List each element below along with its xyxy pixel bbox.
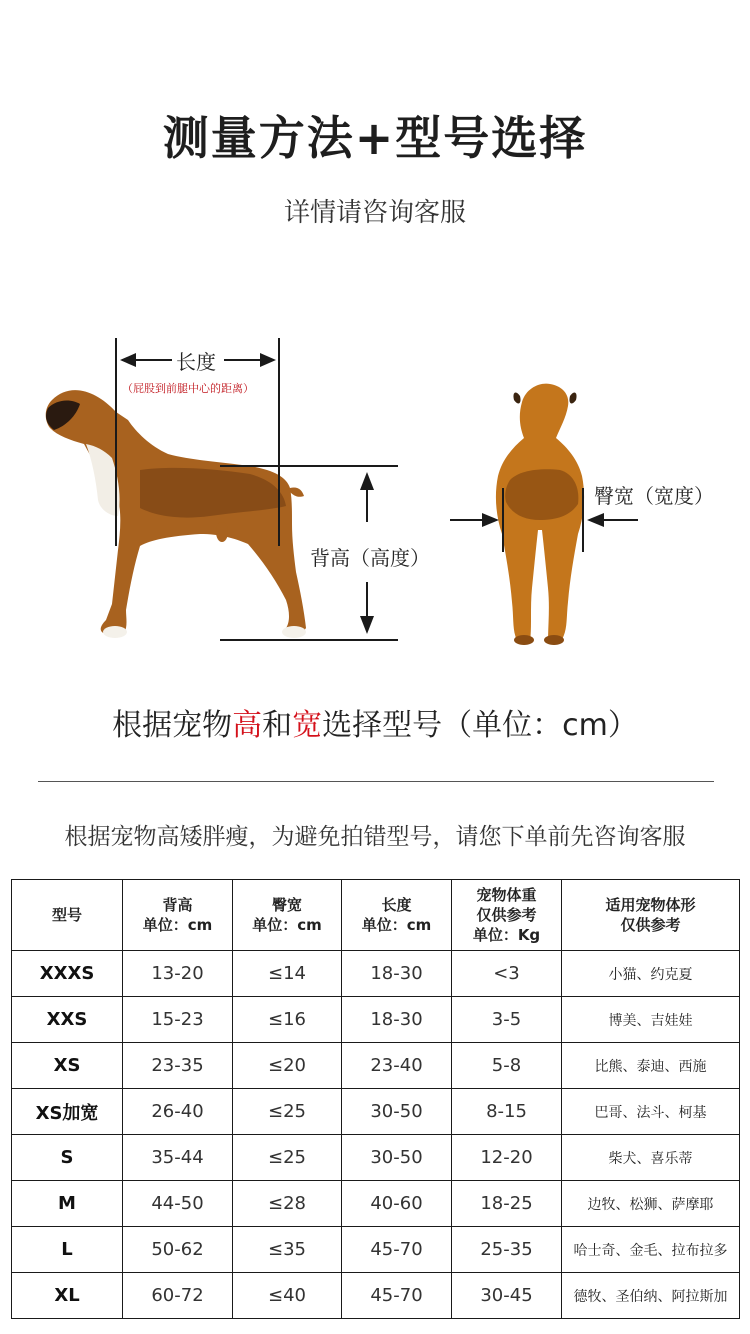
header-length: [342, 880, 452, 951]
cell-hip-width: ≤28: [233, 1181, 342, 1227]
header-weight: [452, 880, 562, 951]
cell-breed: 博美、吉娃娃: [562, 997, 740, 1043]
cell-back-height: 26-40: [123, 1089, 233, 1135]
header-line: 长度: [381, 896, 412, 914]
cell-back-height: 35-44: [123, 1135, 233, 1181]
header-hip-width: [233, 880, 342, 951]
header-line: 型号: [51, 906, 82, 924]
table-row: [12, 1043, 740, 1089]
header-breed: [562, 880, 740, 951]
header-model: [12, 880, 123, 951]
cell-length: 45-70: [342, 1227, 452, 1273]
size-table: [11, 879, 740, 1319]
cell-length: 18-30: [342, 997, 452, 1043]
selection-suffix: 选择型号（单位：cm）: [322, 708, 638, 743]
table-row: [12, 1089, 740, 1135]
table-row: [12, 997, 740, 1043]
measurement-diagram: [0, 320, 750, 660]
table-row: [12, 1273, 740, 1319]
cell-weight: 25-35: [452, 1227, 562, 1273]
cell-breed: 柴犬、喜乐蒂: [562, 1135, 740, 1181]
header-line: 适用宠物体形: [605, 896, 696, 914]
cell-model: XS: [12, 1043, 123, 1089]
header-line: 单位：cm: [252, 916, 322, 934]
cell-length: 40-60: [342, 1181, 452, 1227]
cell-length: 18-30: [342, 951, 452, 997]
cell-length: 45-70: [342, 1273, 452, 1319]
size-table-body: [12, 951, 740, 1319]
cell-hip-width: ≤14: [233, 951, 342, 997]
cell-weight: 12-20: [452, 1135, 562, 1181]
cell-model: XXXS: [12, 951, 123, 997]
cell-model: M: [12, 1181, 123, 1227]
cell-back-height: 50-62: [123, 1227, 233, 1273]
header-line: 宠物体重: [476, 886, 537, 904]
length-note: （屁股到前腿中心的距离）: [122, 382, 254, 395]
cell-back-height: 60-72: [123, 1273, 233, 1319]
page-subtitle: 详情请咨询客服: [283, 198, 466, 228]
cell-hip-width: ≤25: [233, 1089, 342, 1135]
cell-weight: 30-45: [452, 1273, 562, 1319]
dog-rear-view-image: [496, 384, 584, 645]
header-line: 单位：Kg: [472, 926, 541, 944]
cell-length: 30-50: [342, 1135, 452, 1181]
cell-hip-width: ≤16: [233, 997, 342, 1043]
cell-breed: 德牧、圣伯纳、阿拉斯加: [562, 1273, 740, 1319]
cell-hip-width: ≤25: [233, 1135, 342, 1181]
cell-weight: <3: [452, 951, 562, 997]
header-line: 仅供参考: [620, 916, 681, 934]
cell-model: L: [12, 1227, 123, 1273]
cell-weight: 5-8: [452, 1043, 562, 1089]
cell-length: 30-50: [342, 1089, 452, 1135]
cell-hip-width: ≤20: [233, 1043, 342, 1089]
size-table-header-row: [12, 880, 740, 951]
width-label: 臀宽（宽度）: [594, 484, 714, 508]
cell-back-height: 15-23: [123, 997, 233, 1043]
cell-length: 23-40: [342, 1043, 452, 1089]
cell-hip-width: ≤35: [233, 1227, 342, 1273]
header-line: 单位：cm: [361, 916, 432, 934]
cell-breed: 巴哥、法斗、柯基: [562, 1089, 740, 1135]
page-title: 测量方法+型号选择: [162, 111, 588, 165]
dog-side-view-image: [46, 390, 306, 638]
cell-weight: 18-25: [452, 1181, 562, 1227]
header-line: 臀宽: [271, 896, 302, 914]
height-label: 背高（高度）: [310, 546, 430, 570]
cell-back-height: 44-50: [123, 1181, 233, 1227]
selection-prefix: 根据宠物: [112, 708, 233, 743]
consult-notice: 根据宠物高矮胖瘦，为避免拍错型号，请您下单前先咨询客服: [64, 824, 686, 850]
table-row: [12, 1227, 740, 1273]
cell-back-height: 23-35: [123, 1043, 233, 1089]
selection-and: 和: [262, 708, 293, 743]
header-line: 背高: [162, 896, 193, 914]
cell-breed: 哈士奇、金毛、拉布拉多: [562, 1227, 740, 1273]
table-row: [12, 1135, 740, 1181]
section-divider: [38, 781, 714, 782]
cell-weight: 8-15: [452, 1089, 562, 1135]
cell-breed: 小猫、约克夏: [562, 951, 740, 997]
selection-highlight-high: 高: [232, 708, 263, 743]
selection-instruction: [0, 700, 750, 744]
header-line: 单位：cm: [142, 916, 213, 934]
cell-model: XXS: [12, 997, 123, 1043]
table-row: [12, 951, 740, 997]
length-label: 长度: [176, 350, 216, 374]
cell-hip-width: ≤40: [233, 1273, 342, 1319]
header-line: 仅供参考: [476, 906, 537, 924]
selection-highlight-wide: 宽: [292, 708, 323, 743]
cell-model: S: [12, 1135, 123, 1181]
cell-breed: 边牧、松狮、萨摩耶: [562, 1181, 740, 1227]
header-back-height: [123, 880, 233, 951]
cell-weight: 3-5: [452, 997, 562, 1043]
cell-model: XS加宽: [12, 1089, 123, 1135]
table-row: [12, 1181, 740, 1227]
cell-model: XL: [12, 1273, 123, 1319]
cell-breed: 比熊、泰迪、西施: [562, 1043, 740, 1089]
cell-back-height: 13-20: [123, 951, 233, 997]
